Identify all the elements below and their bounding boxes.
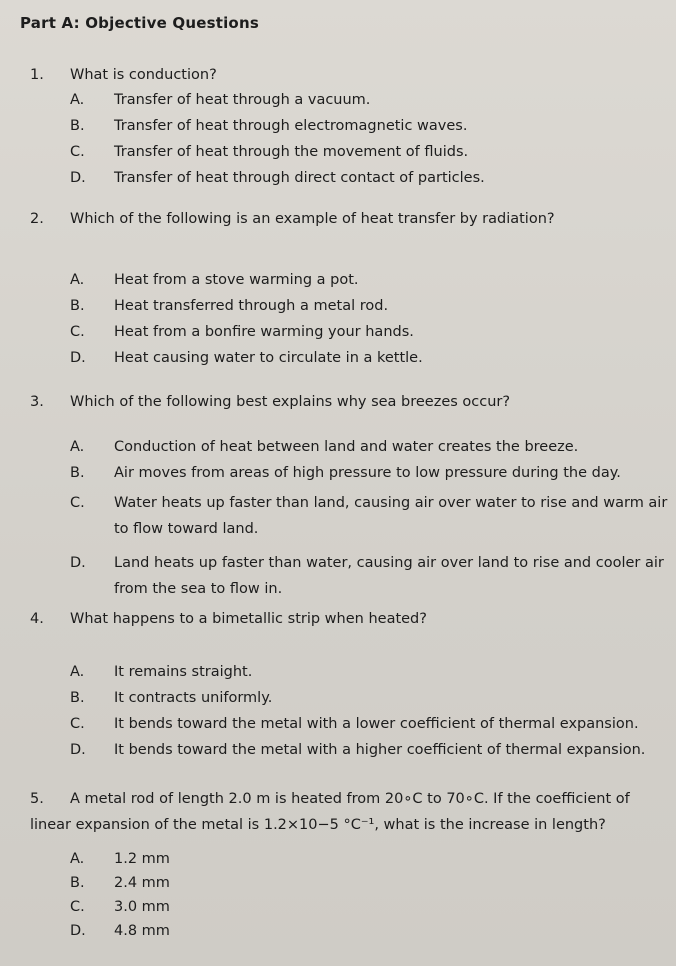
question-5 (30, 786, 670, 838)
option-letter: D. (70, 170, 86, 186)
option-letter: D. (70, 923, 86, 939)
option-3c[interactable] (70, 490, 672, 542)
option-text: Conduction of heat between land and water creates the breeze. (114, 439, 579, 455)
question-text: What is conduction? (70, 67, 217, 83)
option-5b[interactable] (70, 874, 672, 892)
option-letter: A. (70, 851, 85, 867)
option-text: Transfer of heat through electromagnetic waves. (114, 118, 468, 134)
option-4a[interactable] (70, 663, 672, 681)
option-letter: C. (70, 144, 85, 160)
option-text: Transfer of heat through direct contact of particles. (114, 170, 485, 186)
option-1d[interactable] (70, 169, 672, 187)
option-text: It bends toward the metal with a higher coefficient of thermal expansion. (114, 742, 646, 758)
options-1 (70, 91, 672, 187)
option-text: Heat from a bonfire warming your hands. (114, 324, 414, 340)
question-4 (30, 610, 670, 628)
option-letter: C. (70, 716, 85, 732)
option-text: Heat from a stove warming a pot. (114, 272, 359, 288)
option-letter: A. (70, 272, 85, 288)
option-text: Water heats up faster than land, causing air over water to rise and warm air to flow toward land. (114, 495, 668, 537)
option-text: Transfer of heat through the movement of fluids. (114, 144, 469, 160)
option-1b[interactable] (70, 117, 672, 135)
question-number: 2. (30, 211, 44, 227)
option-4c[interactable] (70, 715, 672, 733)
option-letter: A. (70, 439, 85, 455)
option-3d[interactable] (70, 550, 672, 602)
option-3a[interactable] (70, 438, 672, 456)
option-letter: A. (70, 664, 85, 680)
option-letter: D. (70, 555, 86, 571)
question-text: A metal rod of length 2.0 m is heated from 20∘C to 70∘C. If the coefficient of linear expansion of the metal is 1.2×10−5 °C⁻¹, what is the increase in length? (30, 791, 630, 833)
options-5 (70, 850, 672, 940)
question-2 (30, 210, 670, 228)
option-text: Heat transferred through a metal rod. (114, 298, 389, 314)
option-5d[interactable] (70, 922, 672, 940)
question-text: Which of the following is an example of heat transfer by radiation? (70, 211, 555, 227)
option-2c[interactable] (70, 323, 672, 341)
option-5a[interactable] (70, 850, 672, 868)
option-text: 3.0 mm (114, 899, 170, 915)
option-text: Air moves from areas of high pressure to low pressure during the day. (114, 465, 621, 481)
option-text: 4.8 mm (114, 923, 170, 939)
option-text: It bends toward the metal with a lower coefficient of thermal expansion. (114, 716, 639, 732)
option-1a[interactable] (70, 91, 672, 109)
option-5c[interactable] (70, 898, 672, 916)
option-letter: B. (70, 690, 85, 706)
option-text: It contracts uniformly. (114, 690, 273, 706)
option-1c[interactable] (70, 143, 672, 161)
options-2 (70, 271, 672, 367)
question-1 (30, 66, 670, 84)
option-text: Transfer of heat through a vacuum. (114, 92, 371, 108)
option-letter: A. (70, 92, 85, 108)
question-number: 4. (30, 611, 44, 627)
option-letter: C. (70, 324, 85, 340)
question-3 (30, 393, 670, 411)
option-letter: C. (70, 899, 85, 915)
question-text: Which of the following best explains why sea breezes occur? (70, 394, 511, 410)
option-2d[interactable] (70, 349, 672, 367)
question-number: 5. (30, 791, 44, 807)
question-text: What happens to a bimetallic strip when heated? (70, 611, 427, 627)
option-2b[interactable] (70, 297, 672, 315)
option-letter: D. (70, 742, 86, 758)
options-4 (70, 663, 672, 759)
option-letter: C. (70, 495, 85, 511)
option-letter: B. (70, 875, 85, 891)
option-4b[interactable] (70, 689, 672, 707)
option-letter: B. (70, 465, 85, 481)
options-3 (70, 438, 672, 602)
option-4d[interactable] (70, 741, 672, 759)
option-3b[interactable] (70, 464, 672, 482)
option-text: 1.2 mm (114, 851, 170, 867)
option-text: Land heats up faster than water, causing air over land to rise and cooler air from the sea to flow in. (114, 555, 664, 597)
option-text: 2.4 mm (114, 875, 170, 891)
option-letter: D. (70, 350, 86, 366)
page-title: Part A: Objective Questions (20, 14, 259, 32)
option-2a[interactable] (70, 271, 672, 289)
option-text: Heat causing water to circulate in a kettle. (114, 350, 423, 366)
question-number: 1. (30, 67, 44, 83)
option-letter: B. (70, 118, 85, 134)
question-number: 3. (30, 394, 44, 410)
option-text: It remains straight. (114, 664, 253, 680)
option-letter: B. (70, 298, 85, 314)
